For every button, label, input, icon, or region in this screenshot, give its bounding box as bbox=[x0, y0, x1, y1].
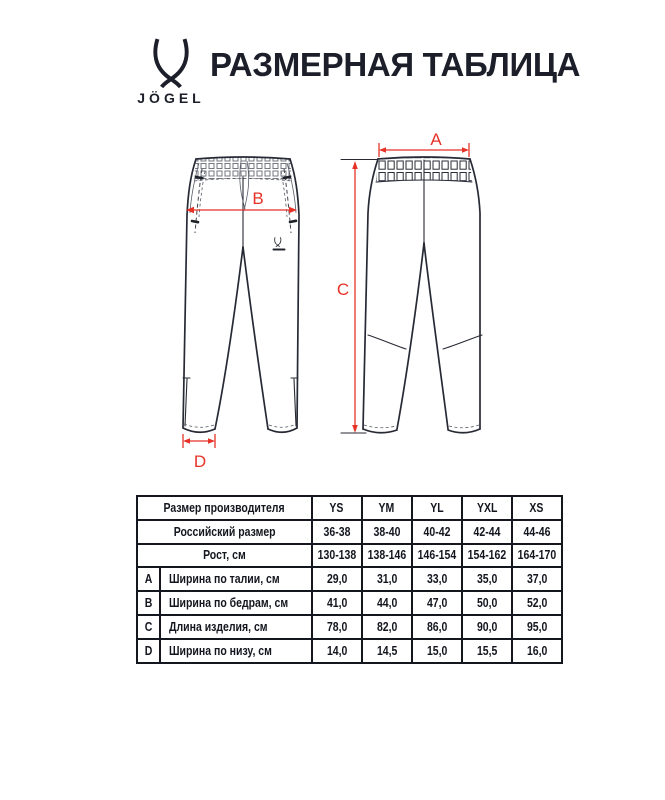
measure-value: 33,0 bbox=[412, 567, 462, 591]
measure-value: 35,0 bbox=[462, 567, 512, 591]
dim-label-b: B bbox=[252, 189, 264, 208]
size-value: YL bbox=[412, 496, 462, 520]
pants-back-drawing bbox=[337, 130, 482, 433]
jogel-v-icon bbox=[152, 38, 190, 88]
measure-value: 37,0 bbox=[512, 567, 562, 591]
size-value: 44-46 bbox=[512, 520, 562, 544]
page-title: РАЗМЕРНАЯ ТАБЛИЦА bbox=[210, 46, 581, 83]
measure-value: 44,0 bbox=[362, 591, 412, 615]
measure-value: 47,0 bbox=[412, 591, 462, 615]
dim-label-d: D bbox=[193, 452, 207, 471]
size-value: 38-40 bbox=[362, 520, 412, 544]
size-value: 138-146 bbox=[362, 544, 412, 568]
size-value: 42-44 bbox=[462, 520, 512, 544]
measure-value: 78,0 bbox=[312, 615, 362, 639]
row-header-label: Рост, см bbox=[137, 544, 312, 568]
row-header-label: Российский размер bbox=[137, 520, 312, 544]
dim-label-c: C bbox=[336, 280, 350, 299]
measure-label: Ширина по низу, см bbox=[160, 639, 312, 663]
brand-wordmark: JÖGEL bbox=[137, 90, 205, 106]
ankle-zippers bbox=[183, 378, 298, 426]
size-value: 154-162 bbox=[462, 544, 512, 568]
table-measure-row bbox=[137, 591, 562, 615]
size-value: 164-170 bbox=[512, 544, 562, 568]
size-value: YS bbox=[312, 496, 362, 520]
measure-value: 82,0 bbox=[362, 615, 412, 639]
measure-value: 41,0 bbox=[312, 591, 362, 615]
measure-value: 16,0 bbox=[512, 639, 562, 663]
table-header-row bbox=[137, 520, 562, 544]
measure-value: 95,0 bbox=[512, 615, 562, 639]
measure-value: 50,0 bbox=[462, 591, 512, 615]
dimension-a bbox=[379, 130, 469, 157]
measure-label: Ширина по талии, см bbox=[160, 567, 312, 591]
size-value: 36-38 bbox=[312, 520, 362, 544]
table-measure-row bbox=[137, 639, 562, 663]
pants-front-drawing bbox=[183, 157, 299, 472]
measure-value: 86,0 bbox=[412, 615, 462, 639]
size-table bbox=[136, 495, 563, 664]
measure-letter: D bbox=[137, 639, 160, 663]
brand-logo bbox=[130, 38, 212, 106]
dimension-c bbox=[337, 161, 358, 433]
pants-diagram bbox=[0, 125, 665, 490]
measure-value: 52,0 bbox=[512, 591, 562, 615]
size-value: YM bbox=[362, 496, 412, 520]
mini-brand-logo-icon bbox=[273, 237, 286, 250]
size-value: XS bbox=[512, 496, 562, 520]
table-measure-row bbox=[137, 567, 562, 591]
measure-value: 90,0 bbox=[462, 615, 512, 639]
size-table-body bbox=[137, 496, 562, 663]
measure-label: Длина изделия, см bbox=[160, 615, 312, 639]
measure-value: 14,5 bbox=[362, 639, 412, 663]
measure-label: Ширина по бедрам, см bbox=[160, 591, 312, 615]
dim-label-a: A bbox=[430, 130, 442, 149]
measure-value: 31,0 bbox=[362, 567, 412, 591]
measure-value: 29,0 bbox=[312, 567, 362, 591]
table-header-row bbox=[137, 544, 562, 568]
measure-value: 15,5 bbox=[462, 639, 512, 663]
table-measure-row bbox=[137, 615, 562, 639]
size-value: 146-154 bbox=[412, 544, 462, 568]
size-value: 130-138 bbox=[312, 544, 362, 568]
size-value: YXL bbox=[462, 496, 512, 520]
row-header-label: Размер производителя bbox=[137, 496, 312, 520]
dimension-d bbox=[183, 434, 215, 471]
measure-letter: B bbox=[137, 591, 160, 615]
table-header-row bbox=[137, 496, 562, 520]
measure-letter: A bbox=[137, 567, 160, 591]
measure-letter: C bbox=[137, 615, 160, 639]
measure-value: 14,0 bbox=[312, 639, 362, 663]
size-value: 40-42 bbox=[412, 520, 462, 544]
measure-value: 15,0 bbox=[412, 639, 462, 663]
